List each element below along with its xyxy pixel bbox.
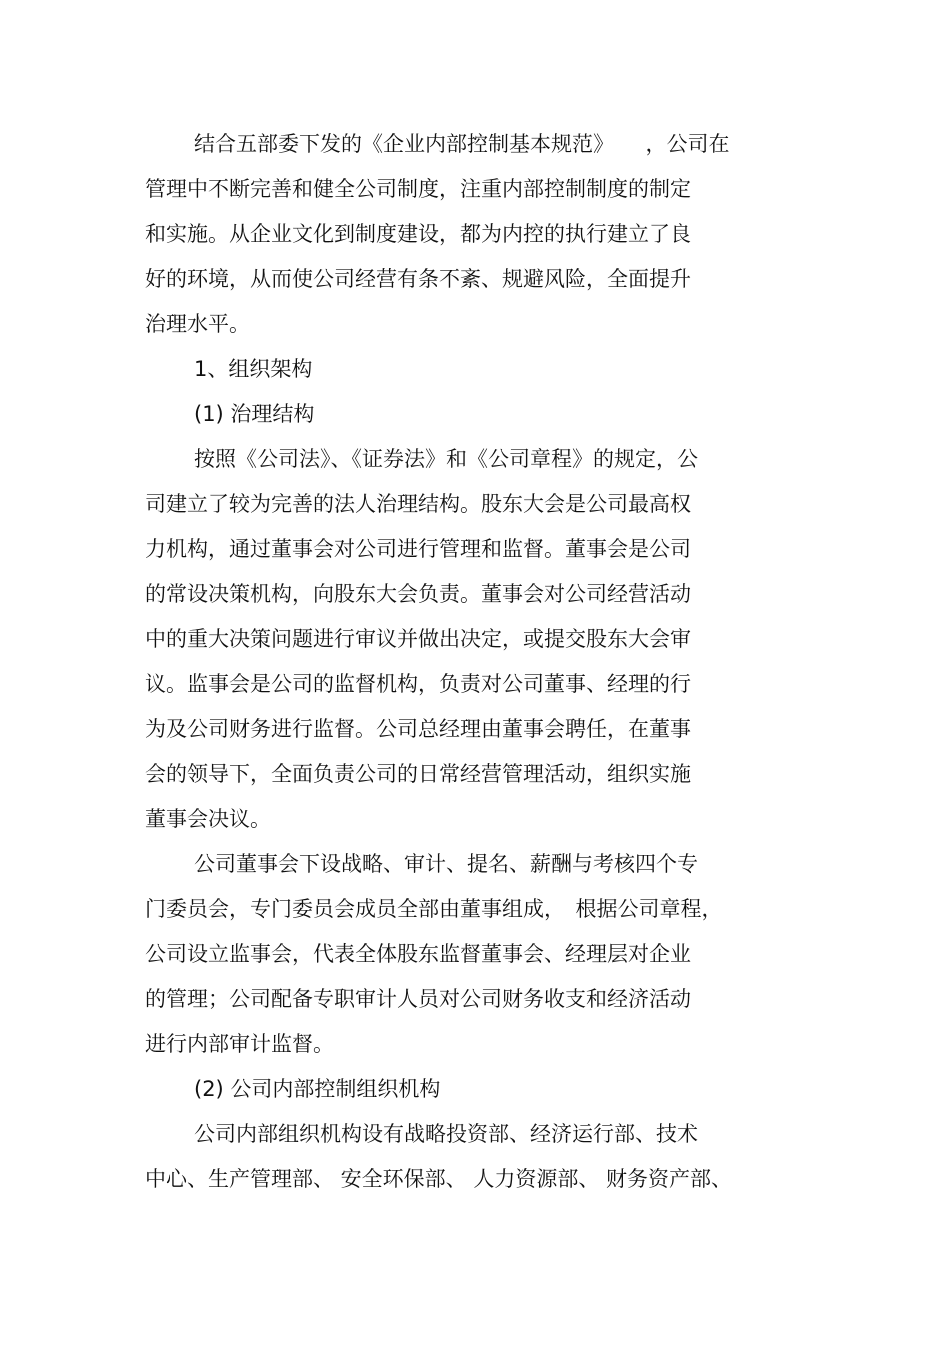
paragraph-line: 董事会决议。 — [145, 807, 271, 831]
paragraph-line: 中的重大决策问题进行审议并做出决定，或提交股东大会审 — [145, 627, 691, 651]
paragraph-line: 的管理；公司配备专职审计人员对公司财务收支和经济活动 — [145, 987, 691, 1011]
paragraph-line: 会的领导下，全面负责公司的日常经营管理活动，组织实施 — [145, 762, 691, 786]
paragraph-line: 治理水平。 — [145, 312, 250, 336]
paragraph-line: 公司设立监事会，代表全体股东监督董事会、经理层对企业 — [145, 942, 691, 966]
paragraph-line: 好的环境，从而使公司经营有条不紊、规避风险，全面提升 — [145, 267, 691, 291]
section-heading: 1、组织架构 — [194, 357, 313, 381]
paragraph-line: 按照《公司法》、《证券法》和《公司章程》的规定，公 — [194, 447, 698, 471]
paragraph-line: 门委员会，专门委员会成员全部由董事组成， 根据公司章程， — [145, 897, 723, 921]
paragraph-line: 进行内部审计监督。 — [145, 1032, 334, 1056]
paragraph-line: 中心、生产管理部、 安全环保部、 人力资源部、 财务资产部、 — [145, 1167, 733, 1191]
paragraph-line: 为及公司财务进行监督。公司总经理由董事会聘任，在董事 — [145, 717, 691, 741]
paragraph-line: 司建立了较为完善的法人治理结构。股东大会是公司最高权 — [145, 492, 691, 516]
paragraph-line: 的常设决策机构，向股东大会负责。董事会对公司经营活动 — [145, 582, 691, 606]
paragraph-line: 结合五部委下发的《企业内部控制基本规范》 ，公司在 — [194, 132, 730, 156]
paragraph-line: 力机构，通过董事会对公司进行管理和监督。董事会是公司 — [145, 537, 691, 561]
paragraph-line: 议。监事会是公司的监督机构，负责对公司董事、经理的行 — [145, 672, 691, 696]
paragraph-line: 和实施。从企业文化到制度建设，都为内控的执行建立了良 — [145, 222, 691, 246]
subsection-heading: (1) 治理结构 — [194, 402, 315, 426]
subsection-heading: (2) 公司内部控制组织机构 — [194, 1077, 441, 1101]
paragraph-line: 公司董事会下设战略、审计、提名、薪酬与考核四个专 — [194, 852, 698, 876]
paragraph-line: 公司内部组织机构设有战略投资部、经济运行部、技术 — [194, 1122, 698, 1146]
paragraph-line: 管理中不断完善和健全公司制度，注重内部控制制度的制定 — [145, 177, 691, 201]
